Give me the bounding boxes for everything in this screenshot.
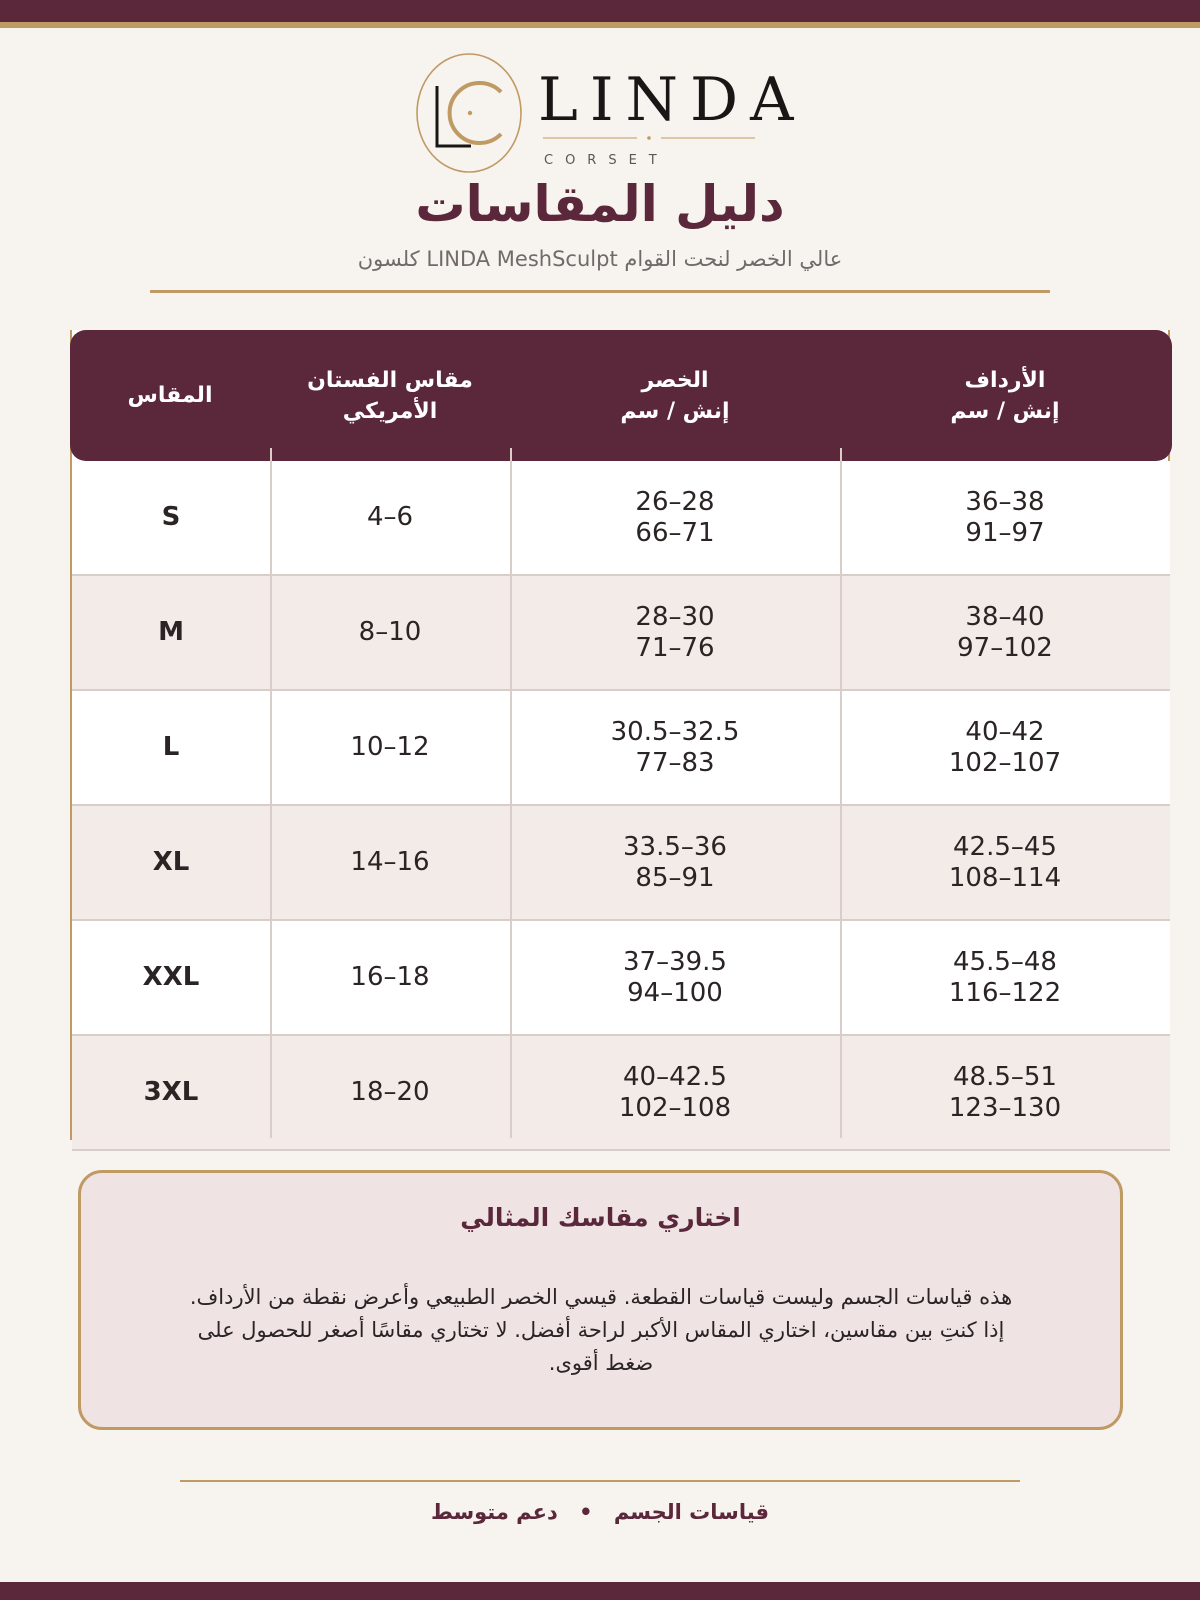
header-size-label: المقاس xyxy=(127,383,213,408)
waist-cm-value: 102–108 xyxy=(618,1092,732,1123)
waist-in-value: 30.5–32.5 xyxy=(610,716,740,747)
size-value: S xyxy=(161,502,181,532)
header-hips-line2: إنش / سم xyxy=(950,398,1060,424)
waist-cell xyxy=(510,1036,840,1149)
us-dress-cell xyxy=(270,576,510,689)
table-row xyxy=(72,691,1170,806)
us-dress-cell xyxy=(270,1036,510,1149)
hips-in-value: 42.5–45 xyxy=(953,831,1057,862)
hips-cell xyxy=(840,1036,1170,1149)
hips-cell xyxy=(840,461,1170,574)
size-table xyxy=(70,330,1170,1140)
us-dress-cell xyxy=(270,461,510,574)
header-hips-line1: الأرداف xyxy=(964,367,1046,393)
footer-item-body-measurements: قياسات الجسم xyxy=(613,1500,770,1524)
us-dress-value: 14–16 xyxy=(350,847,430,877)
brand-monogram-icon xyxy=(415,52,523,176)
hips-cell xyxy=(840,806,1170,919)
header-hips xyxy=(840,330,1170,461)
size-value: XL xyxy=(152,847,190,877)
hips-cm-value: 116–122 xyxy=(948,977,1062,1008)
size-cell xyxy=(72,691,270,804)
brand-name: LINDA xyxy=(538,65,806,135)
hips-cm-value: 97–102 xyxy=(957,632,1053,663)
hips-cell xyxy=(840,691,1170,804)
brand-divider xyxy=(543,134,755,142)
bottom-bar xyxy=(0,1582,1200,1600)
waist-cell xyxy=(510,461,840,574)
hips-cm-value: 108–114 xyxy=(948,862,1062,893)
header-us-dress xyxy=(270,330,510,461)
waist-cell xyxy=(510,806,840,919)
size-cell xyxy=(72,576,270,689)
hips-in-value: 38–40 xyxy=(965,601,1045,632)
hips-cm-value: 102–107 xyxy=(948,747,1062,778)
waist-cell xyxy=(510,576,840,689)
brand-tagline: CORSET xyxy=(544,153,669,168)
waist-cm-value: 94–100 xyxy=(627,977,723,1008)
waist-cm-value: 77–83 xyxy=(635,747,715,778)
us-dress-value: 4–6 xyxy=(366,502,414,532)
hips-in-value: 45.5–48 xyxy=(953,946,1057,977)
header-waist-line1: الخصر xyxy=(641,367,709,393)
size-value: M xyxy=(158,617,184,647)
hips-in-value: 36–38 xyxy=(965,486,1045,517)
hips-in-value: 40–42 xyxy=(965,716,1045,747)
waist-cm-value: 66–71 xyxy=(635,517,715,548)
table-header xyxy=(70,330,1172,461)
us-dress-cell xyxy=(270,806,510,919)
fit-note-title: اختاري مقاسك المثالي xyxy=(460,1203,741,1232)
hips-in-value: 48.5–51 xyxy=(953,1061,1057,1092)
footer-divider xyxy=(180,1480,1020,1482)
header-us-dress-line2: الأمريكي xyxy=(342,398,438,424)
footer-features xyxy=(0,1500,1200,1524)
header-waist xyxy=(510,330,840,461)
header-size xyxy=(70,330,270,461)
size-value: L xyxy=(162,732,180,762)
size-value: XXL xyxy=(142,962,200,992)
waist-cm-value: 85–91 xyxy=(635,862,715,893)
brand-logo xyxy=(415,50,806,176)
table-row xyxy=(72,576,1170,691)
waist-cell xyxy=(510,691,840,804)
us-dress-value: 8–10 xyxy=(358,617,422,647)
size-cell xyxy=(72,806,270,919)
table-row xyxy=(72,921,1170,1036)
us-dress-value: 18–20 xyxy=(350,1077,430,1107)
column-divider xyxy=(270,448,272,1138)
waist-in-value: 26–28 xyxy=(635,486,715,517)
waist-in-value: 28–30 xyxy=(635,601,715,632)
fit-note-body: هذه قياسات الجسم وليست قياسات القطعة. قيسي الخصر الطبيعي وأعرض نقطة من الأرداف. إذا كنتِ بين مقاسين، اختاري المقاس الأكبر لراحة أفضل. لا تختاري مقاسًا أصغر للحصول على ضغط أقوى. xyxy=(189,1285,1013,1375)
header-us-dress-line1: مقاس الفستان xyxy=(307,367,473,393)
waist-in-value: 33.5–36 xyxy=(623,831,727,862)
top-bar xyxy=(0,0,1200,22)
footer-item-medium-support: دعم متوسط xyxy=(430,1500,558,1524)
size-cell xyxy=(72,1036,270,1149)
size-cell xyxy=(72,461,270,574)
hips-cell xyxy=(840,921,1170,1034)
column-divider xyxy=(840,448,842,1138)
hips-cell xyxy=(840,576,1170,689)
us-dress-cell xyxy=(270,691,510,804)
fit-note-card xyxy=(78,1170,1123,1430)
waist-in-value: 40–42.5 xyxy=(623,1061,727,1092)
top-accent-line xyxy=(0,22,1200,28)
table-row xyxy=(72,461,1170,576)
us-dress-value: 16–18 xyxy=(350,962,430,992)
waist-cell xyxy=(510,921,840,1034)
page-title: دليل المقاسات xyxy=(415,175,785,233)
us-dress-value: 10–12 xyxy=(350,732,430,762)
footer-separator: • xyxy=(579,1500,593,1524)
header-waist-line2: إنش / سم xyxy=(620,398,730,424)
table-row xyxy=(72,806,1170,921)
hips-cm-value: 91–97 xyxy=(965,517,1045,548)
waist-cm-value: 71–76 xyxy=(635,632,715,663)
waist-in-value: 37–39.5 xyxy=(623,946,727,977)
page-subtitle: كلسون LINDA MeshSculpt عالي الخصر لنحت القوام xyxy=(357,247,843,271)
size-cell xyxy=(72,921,270,1034)
title-divider xyxy=(150,290,1050,293)
column-divider xyxy=(510,448,512,1138)
us-dress-cell xyxy=(270,921,510,1034)
hips-cm-value: 123–130 xyxy=(948,1092,1062,1123)
size-value: 3XL xyxy=(143,1077,199,1107)
table-row xyxy=(72,1036,1170,1151)
